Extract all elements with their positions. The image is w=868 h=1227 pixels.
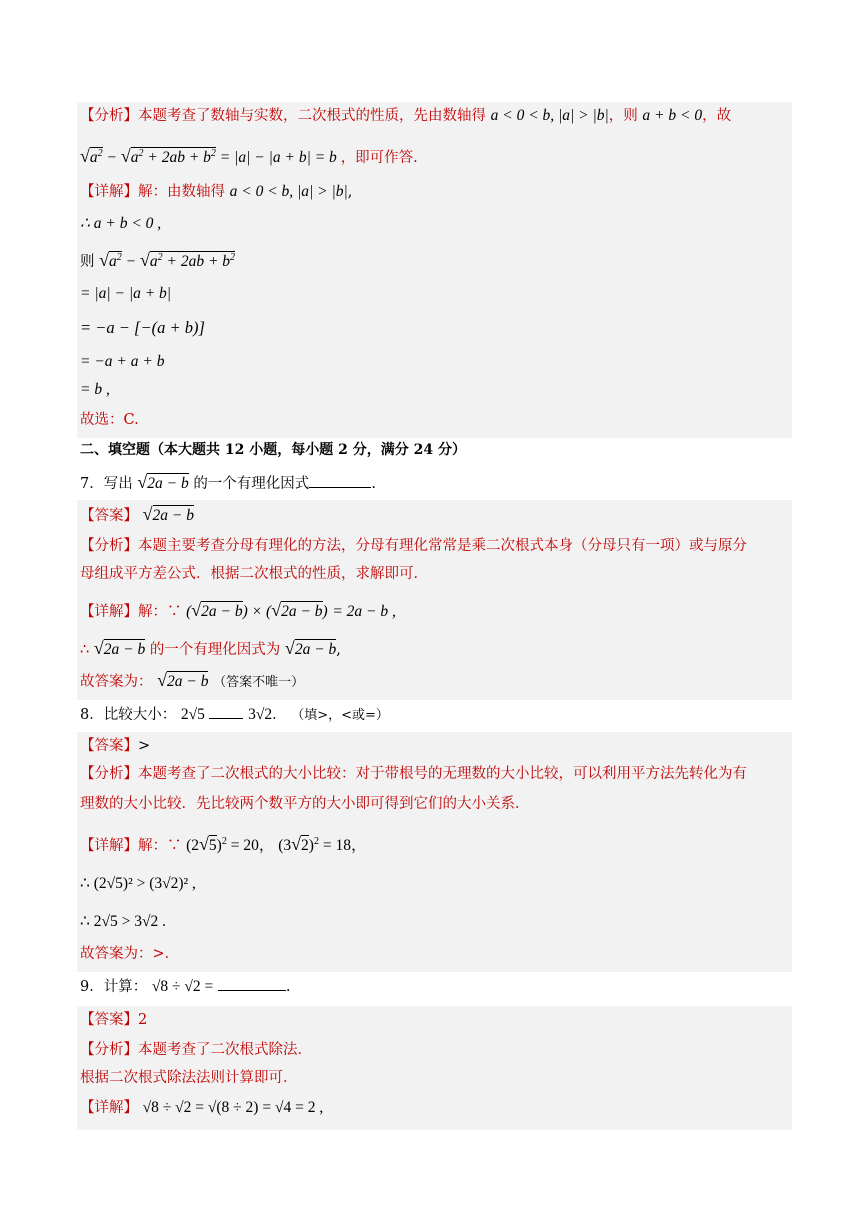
q6-step3: = |a| − |a + b| bbox=[80, 285, 172, 302]
q9-analysis-line2: 根据二次根式除法法则计算即可． bbox=[80, 1070, 298, 1086]
q6-condition: a < 0 < b, |a| > |b| bbox=[490, 107, 609, 124]
q6-sum: a + b < 0 bbox=[642, 107, 703, 124]
q8-step2: ∴ 2√5 > 3√2 . bbox=[80, 913, 166, 930]
q7-detail: 【详解】解：∵ (√2a − b) × (√2a − b) = 2a − b , bbox=[80, 600, 396, 620]
q9-answer: 【答案】2 bbox=[80, 1012, 148, 1028]
q9-analysis-line1: 【分析】本题考查了二次根式除法． bbox=[80, 1042, 312, 1058]
q8-final: 故答案为：>． bbox=[80, 946, 180, 962]
q6-analysis-line2: $√a^2 - √a^2 + 2ab + b^2 = |a| - |a + b| = b$ ，即可作答. bbox=[80, 146, 418, 167]
q6-step1: ∴ a + b < 0 , bbox=[80, 215, 162, 232]
q9-question: 9．计算： √8 ÷ √2 = . bbox=[80, 978, 291, 995]
q6-detail-line: 【详解】解：由数轴得 a < 0 < b, |a| > |b|, bbox=[80, 183, 353, 200]
q6-radical-expr: $√a^2 - √a^2 + 2ab + b^2 = |a| - |a + b| = b$ bbox=[80, 146, 337, 167]
q6-step4: = −a − [−(a + b)] bbox=[80, 318, 205, 337]
section-title: 二、填空题（本大题共 12 小题，每小题 2 分，满分 24 分） bbox=[80, 442, 466, 458]
answer-blank bbox=[218, 976, 286, 991]
q8-analysis-line1: 【分析】本题考查了二次根式的大小比较：对于带根号的无理数的大小比较，可以利用平方法先转化为有 bbox=[80, 766, 747, 782]
q6-step5: = −a + a + b bbox=[80, 353, 165, 370]
q9-detail: 【详解】 √8 ÷ √2 = √(8 ÷ 2) = √4 = 2 , bbox=[80, 1099, 324, 1116]
q6-analysis-line1: 【分析】本题考查了数轴与实数，二次根式的性质，先由数轴得 a < 0 < b, |a| > |b|，则 a + b < 0，故 bbox=[80, 107, 732, 124]
analysis-tag: 【分析】 bbox=[80, 108, 138, 124]
q6-step2: 则 $√a^2 - √a^2 + 2ab + b^2$ bbox=[80, 250, 236, 271]
q7-analysis-line1: 【分析】本题主要考查分母有理化的方法，分母有理化常常是乘二次根式本身（分母只有一项）或与原分 bbox=[80, 538, 747, 554]
q7-final: 故答案为： √2a − b （答案不唯一） bbox=[80, 670, 305, 690]
answer-blank bbox=[209, 704, 243, 719]
q8-analysis-line2: 理数的大小比较．先比较两个数平方的大小即可得到它们的大小关系． bbox=[80, 796, 530, 812]
answer-blank bbox=[309, 473, 371, 488]
detail-tag: 【详解】 bbox=[80, 184, 138, 200]
q7-question: 7．写出 √2a − b 的一个有理化因式 . bbox=[80, 472, 376, 492]
q8-answer: 【答案】> bbox=[80, 738, 151, 754]
q7-analysis-line2: 母组成平方差公式．根据二次根式的性质，求解即可． bbox=[80, 566, 428, 582]
q8-question: 8．比较大小： 2√5 3√2． （填>，<或=） bbox=[80, 706, 389, 723]
q7-answer: 【答案】 √2a − b bbox=[80, 504, 194, 524]
q8-step1: ∴ (2√5)² > (3√2)² , bbox=[80, 875, 196, 892]
q6-step6: = b , bbox=[80, 381, 110, 398]
q6-choice: 故选：C. bbox=[80, 412, 139, 428]
q8-detail: 【详解】解：∵ $(2√5)^2 = 20$， $(3√2)^2 = 18$， bbox=[80, 834, 367, 855]
q7-therefore: ∴ √2a − b 的一个有理化因式为 √2a − b, bbox=[80, 638, 341, 658]
